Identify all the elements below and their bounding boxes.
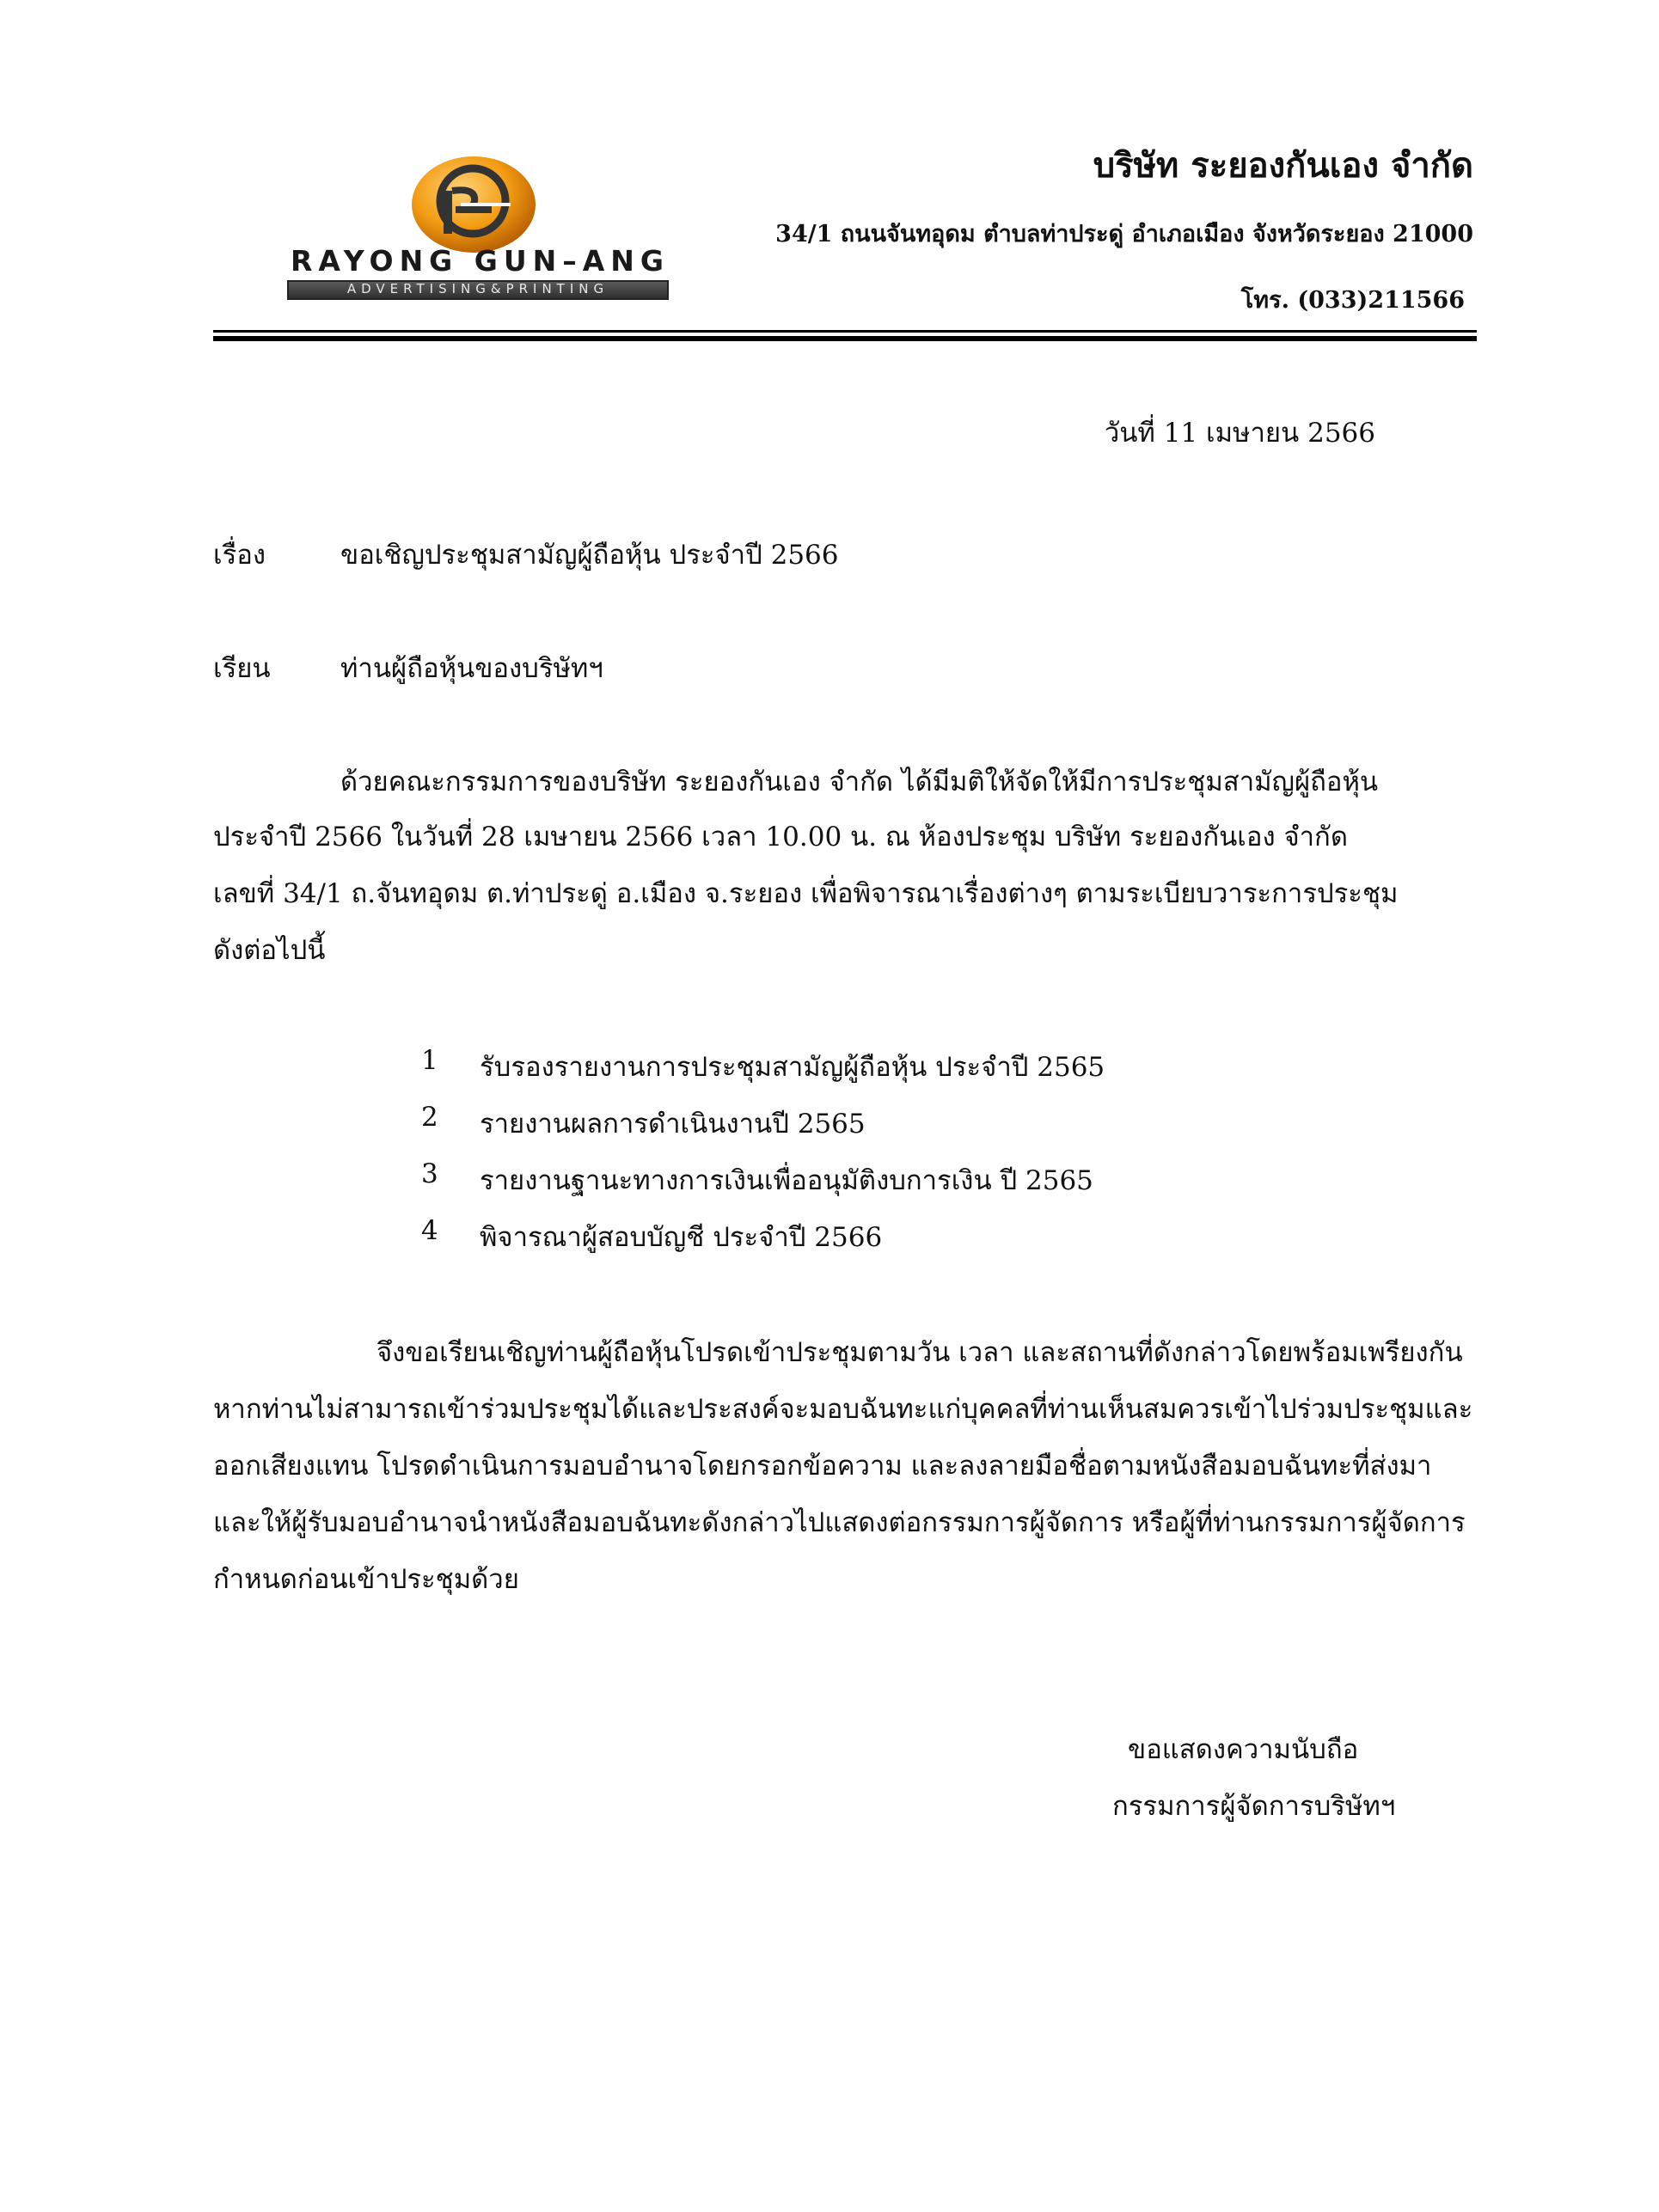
header-divider-thin (213, 330, 1477, 333)
invite-line: หากท่านไม่สามารถเข้าร่วมประชุมได้และประสงค์จะมอบฉันทะแก่บุคคลที่ท่านเห็นสมควรเข้าไปร่วมประชุมและ (213, 1394, 1473, 1425)
company-logo (282, 153, 670, 299)
logo-wordmark: RAYONG GUN–ANG (291, 244, 670, 278)
intro-line: ด้วยคณะกรรมการของบริษัท ระยองกันเอง จำกัด ได้มีมติให้จัดให้มีการประชุมสามัญผู้ถือหุ้น (340, 767, 1379, 797)
agenda-item: รับรองรายงานการประชุมสามัญผู้ถือหุ้น ประจำปี 2565 (480, 1052, 1105, 1083)
agenda-number: 3 (421, 1158, 438, 1189)
subject-text: ขอเชิญประชุมสามัญผู้ถือหุ้น ประจำปี 2566 (340, 540, 839, 571)
company-address: 34/1 ถนนจันทอุดม ตำบลท่าประดู่ อำเภอเมือง จังหวัดระยอง 21000 (775, 221, 1473, 247)
company-name: บริษัท ระยองกันเอง จำกัด (1093, 145, 1473, 186)
signatory-title: กรรมการผู้จัดการบริษัทฯ (1112, 1791, 1396, 1822)
rg-emblem-icon (409, 153, 538, 256)
subject-label: เรื่อง (213, 540, 266, 571)
agenda-item: รายงานฐานะทางการเงินเพื่ออนุมัติงบการเงิน ปี 2565 (480, 1165, 1093, 1196)
invite-line: ออกเสียงแทน โปรดดำเนินการมอบอำนาจโดยกรอกข้อความ และลงลายมือชื่อตามหนังสือมอบฉันทะที่ส่งมา (213, 1451, 1432, 1482)
company-phone: โทร. (033)211566 (1240, 287, 1465, 314)
invite-line: และให้ผู้รับมอบอำนาจนำหนังสือมอบฉันทะดังกล่าวไปแสดงต่อกรรมการผู้จัดการ หรือผู้ที่ท่านกรรมการผู้จัดการ (213, 1507, 1466, 1538)
agenda-number: 4 (421, 1215, 438, 1246)
intro-line: เลขที่ 34/1 ถ.จันทอุดม ต.ท่าประดู่ อ.เมือง จ.ระยอง เพื่อพิจารณาเรื่องต่างๆ ตามระเบียบวาระการประชุม (213, 878, 1399, 909)
letter-date: วันที่ 11 เมษายน 2566 (1104, 418, 1375, 449)
agenda-number: 1 (421, 1045, 438, 1076)
agenda-number: 2 (421, 1102, 438, 1133)
recipient-text: ท่านผู้ถือหุ้นของบริษัทฯ (340, 653, 603, 684)
agenda-item: พิจารณาผู้สอบบัญชี ประจำปี 2566 (480, 1222, 883, 1253)
invite-line: กำหนดก่อนเข้าประชุมด้วย (213, 1564, 519, 1595)
logo-tagline: ADVERTISING&PRINTING (346, 281, 609, 296)
agenda-item: รายงานผลการดำเนินงานปี 2565 (480, 1109, 866, 1140)
recipient-label: เรียน (213, 653, 271, 684)
logo-tagline-bar (287, 280, 669, 300)
intro-line: ประจำปี 2566 ในวันที่ 28 เมษายน 2566 เวลา 10.00 น. ณ ห้องประชุม บริษัท ระยองกันเอง จำกัด (213, 822, 1348, 852)
closing-salutation: ขอแสดงความนับถือ (1128, 1734, 1359, 1765)
header-divider-thick (213, 336, 1477, 341)
intro-line: ดังต่อไปนี้ (213, 935, 326, 966)
invite-line: จึงขอเรียนเชิญท่านผู้ถือหุ้นโปรดเข้าประชุมตามวัน เวลา และสถานที่ดังกล่าวโดยพร้อมเพรียงกัน (376, 1337, 1463, 1368)
